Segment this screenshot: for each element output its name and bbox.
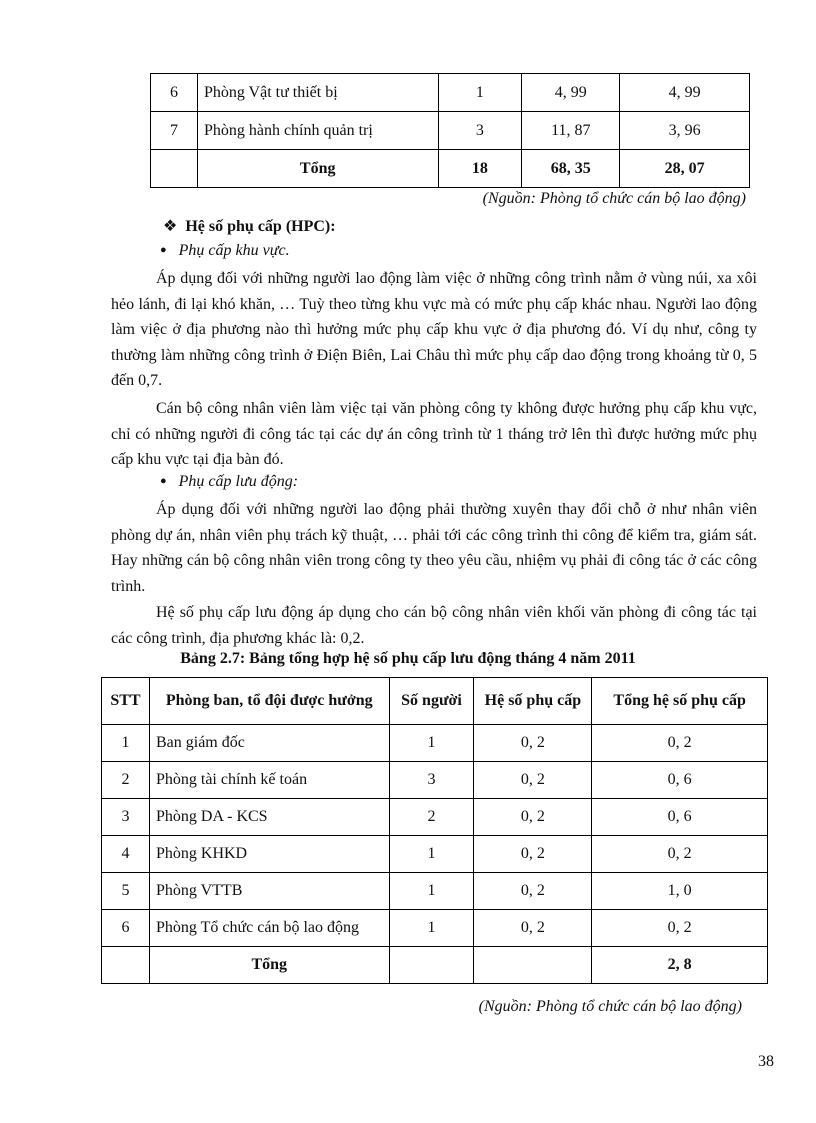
total-label: Tổng [197,150,438,188]
table-row [102,836,768,873]
cell-stt: 7 [151,112,198,150]
table-row [102,910,768,947]
total-value-1: 68, 35 [522,150,620,188]
total-label: Tổng [149,947,389,984]
cell-count: 1 [389,873,474,910]
header-total-coefficient: Tổng hệ số phụ cấp [592,678,768,725]
bullet-item [160,473,298,491]
header-coefficient: Hệ số phụ cấp [474,678,592,725]
cell-coefficient: 0, 2 [474,799,592,836]
table-total-row [102,947,768,984]
cell-count: 1 [438,74,522,112]
header-department: Phòng ban, tổ đội được hưởng [149,678,389,725]
section-heading [163,216,336,236]
paragraph: Áp dụng đối với những người lao động phải thường xuyên thay đổi chỗ ở như nhân viên phòng dự án, nhân viên phụ trách kỹ thuật, … phải tới các công trình thi công để kiểm tra, giám sát. Hay những cán bộ công nhân viên trong công ty theo yêu cầu, nhiệm vụ phải đi công tác ở các công trình. [111,501,757,595]
cell-stt: 6 [102,910,150,947]
bullet-text: Phụ cấp khu vực. [178,242,290,259]
bullet-text: Phụ cấp lưu động: [178,473,299,490]
bullet-dot-icon: ● [160,244,167,256]
header-stt: STT [102,678,150,725]
cell-name: Phòng Vật tư thiết bị [197,74,438,112]
table-total-row [151,150,750,188]
cell-coefficient: 0, 2 [474,725,592,762]
table-row [102,799,768,836]
table1-source: (Nguồn: Phòng tổ chức cán bộ lao động) [482,190,746,207]
cell-total: 1, 0 [592,873,768,910]
cell-value-2: 4, 99 [620,74,750,112]
cell-stt: 4 [102,836,150,873]
cell-count: 1 [389,910,474,947]
bullet-dot-icon: ● [160,475,167,487]
cell-department: Phòng VTTB [149,873,389,910]
total-value-2: 28, 07 [620,150,750,188]
cell-department: Phòng Tổ chức cán bộ lao động [149,910,389,947]
cell-count: 2 [389,799,474,836]
cell-department: Phòng tài chính kế toán [149,762,389,799]
cell-stt: 1 [102,725,150,762]
page-number: 38 [758,1053,774,1070]
total-count: 18 [438,150,522,188]
diamond-bullet-icon: ❖ [163,218,178,235]
cell-count: 3 [389,762,474,799]
cell-value-1: 4, 99 [522,74,620,112]
cell-stt: 3 [102,799,150,836]
header-count: Số người [389,678,474,725]
cell-count: 1 [389,725,474,762]
paragraph: Hệ số phụ cấp lưu động áp dụng cho cán bộ công nhân viên khối văn phòng đi công tác tại các công trình, địa phương khác là: 0,2. [111,604,757,647]
cell-total: 0, 2 [592,836,768,873]
section-heading-text: Hệ số phụ cấp (HPC): [185,218,336,235]
cell-total: 0, 2 [592,725,768,762]
cell-coefficient: 0, 2 [474,910,592,947]
cell-empty [151,150,198,188]
table-row [102,762,768,799]
cell-department: Phòng DA - KCS [149,799,389,836]
table2-source: (Nguồn: Phòng tổ chức cán bộ lao động) [478,998,742,1015]
paragraph: Áp dụng đối với những người lao động làm việc ở những công trình nằm ở vùng núi, xa xôi hẻo lánh, đi lại khó khăn, … Tuỳ theo từng khu vực mà có mức phụ cấp khác nhau. Người lao động làm việc ở địa phương nào thì hưởng mức phụ cấp khu vực ở địa phương đó. Ví dụ như, công ty thường làm những công trình ở Điện Biên, Lai Châu thì mức phụ cấp dao động trong khoảng từ 0, 5 đến 0,7. [111,270,757,389]
cell-department: Ban giám đốc [149,725,389,762]
table-continued [150,73,750,188]
paragraph: Cán bộ công nhân viên làm việc tại văn phòng công ty không được hưởng phụ cấp khu vực, chỉ có những người đi công tác tại các dự án công trình từ 1 tháng trở lên thì được hưởng mức phụ cấp khu vực tại địa bàn đó. [111,400,757,468]
table-row [151,112,750,150]
table-title: Bảng 2.7: Bảng tổng hợp hệ số phụ cấp lưu động tháng 4 năm 2011 [180,650,636,667]
cell-department: Phòng KHKD [149,836,389,873]
table-header-row [102,678,768,725]
cell-count: 1 [389,836,474,873]
allowance-table [101,677,768,984]
cell-empty [389,947,474,984]
total-value: 2, 8 [592,947,768,984]
cell-stt: 5 [102,873,150,910]
cell-empty [102,947,150,984]
cell-coefficient: 0, 2 [474,762,592,799]
table-row [102,873,768,910]
table-row [102,725,768,762]
cell-value-1: 11, 87 [522,112,620,150]
cell-total: 0, 2 [592,910,768,947]
table-row [151,74,750,112]
cell-name: Phòng hành chính quản trị [197,112,438,150]
cell-coefficient: 0, 2 [474,873,592,910]
cell-coefficient: 0, 2 [474,836,592,873]
cell-stt: 2 [102,762,150,799]
cell-value-2: 3, 96 [620,112,750,150]
cell-empty [474,947,592,984]
bullet-item [160,242,290,260]
cell-total: 0, 6 [592,799,768,836]
cell-stt: 6 [151,74,198,112]
cell-count: 3 [438,112,522,150]
cell-total: 0, 6 [592,762,768,799]
